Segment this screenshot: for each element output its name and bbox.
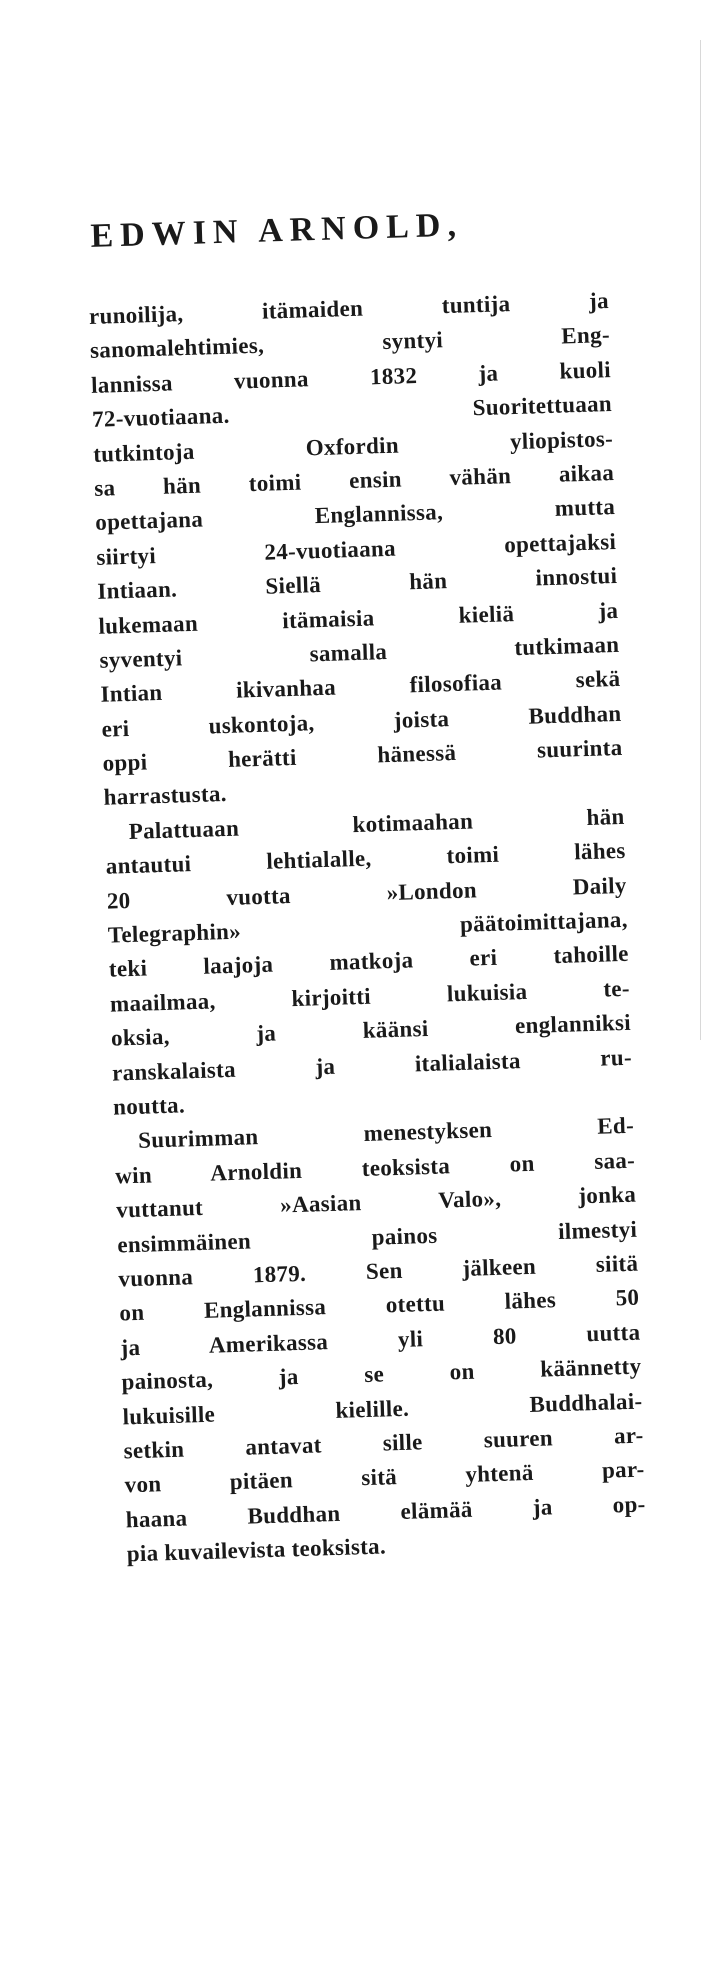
text-line: ensimmäinen painos ilmestyi [116, 1216, 638, 1258]
text-line: ja Amerikassa yli 80 uutta [120, 1319, 641, 1361]
text-line: syventyi samalla tutkimaan [99, 631, 620, 673]
text-line: haana Buddhan elämää ja op- [125, 1491, 646, 1533]
text-line: Intian ikivanhaa filosofiaa sekä [100, 666, 621, 708]
text-line: eri uskontoja, joista Buddhan [101, 700, 622, 742]
text-line: sanomalehtimies, syntyi Eng- [89, 322, 611, 364]
text-line: oppi herätti hänessä suurinta [102, 734, 623, 776]
text-line: win Arnoldin teoksista on saa- [114, 1147, 636, 1189]
text-line: von pitäen sitä yhtenä par- [124, 1456, 645, 1498]
text-line: opettajana Englannissa, mutta [94, 494, 616, 536]
document-page [86, 202, 647, 1572]
text-line: Palattuaan kotimaahan hän [128, 803, 625, 844]
text-line: maailmaa, kirjoitti lukuisia te- [109, 975, 631, 1017]
text-line: teki laajoja matkoja eri tahoille [108, 941, 630, 983]
text-line: lukemaan itämaisia kieliä ja [98, 597, 619, 639]
text-line: Telegraphin» päätoimittajana, [107, 906, 629, 948]
text-line: oksia, ja käänsi englanniksi [110, 1009, 632, 1051]
text-line: painosta, ja se on käännetty [121, 1353, 642, 1395]
text-line: sa hän toimi ensin vähän aikaa [93, 459, 615, 501]
text-line: noutta. [112, 1092, 186, 1120]
text-line: runoilija, itämaiden tuntija ja [88, 288, 610, 329]
page-title: EDWIN ARNOLD, [89, 206, 464, 255]
text-line: lukuisille kielille. Buddhalai- [122, 1388, 643, 1429]
text-line: antautui lehtialalle, toimi lähes [105, 838, 626, 879]
text-line: harrastusta. [103, 781, 228, 811]
body-text [89, 284, 648, 1572]
text-line: ranskalaista ja italialaista ru- [111, 1044, 633, 1086]
text-line: on Englannissa otettu lähes 50 [119, 1284, 640, 1326]
text-line: pia kuvailevista teoksista. [126, 1533, 387, 1567]
text-line: 72-vuotiaana. Suoritettuaan [91, 391, 613, 433]
text-line: vuttanut »Aasian Valo», jonka [115, 1181, 637, 1223]
text-line: Intiaan. Siellä hän innostui [97, 563, 618, 604]
text-line: siirtyi 24-vuotiaana opettajaksi [95, 528, 617, 570]
text-line: lannissa vuonna 1832 ja kuoli [90, 356, 612, 398]
page-edge-line [700, 40, 701, 1040]
text-line: 20 vuotta »London Daily [106, 872, 628, 914]
text-line: Suurimman menestyksen Ed- [137, 1113, 635, 1154]
text-line: setkin antavat sille suuren ar- [123, 1422, 644, 1464]
text-line: vuonna 1879. Sen jälkeen siitä [118, 1250, 639, 1292]
text-line: tutkintoja Oxfordin yliopistos- [92, 425, 614, 467]
